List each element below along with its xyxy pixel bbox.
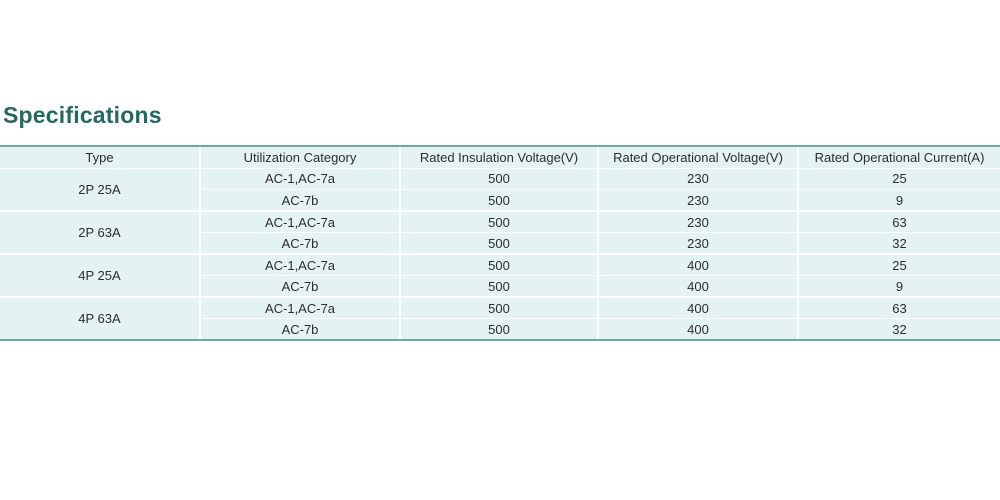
category-cell: AC-7b bbox=[200, 276, 400, 298]
insulation-voltage-cell: 500 bbox=[400, 319, 598, 341]
insulation-voltage-cell: 500 bbox=[400, 254, 598, 276]
header-rated-operational-voltage: Rated Operational Voltage(V) bbox=[598, 146, 798, 168]
operational-voltage-cell: 230 bbox=[598, 190, 798, 212]
table-row bbox=[0, 254, 1000, 276]
operational-voltage-cell: 400 bbox=[598, 297, 798, 319]
table-row bbox=[0, 297, 1000, 319]
header-type: Type bbox=[0, 146, 200, 168]
table-header-row bbox=[0, 146, 1000, 168]
operational-voltage-cell: 400 bbox=[598, 319, 798, 341]
operational-voltage-cell: 230 bbox=[598, 233, 798, 255]
operational-current-cell: 25 bbox=[798, 254, 1000, 276]
type-cell: 2P 25A bbox=[0, 168, 200, 211]
operational-current-cell: 32 bbox=[798, 319, 1000, 341]
category-cell: AC-1,AC-7a bbox=[200, 211, 400, 233]
category-cell: AC-1,AC-7a bbox=[200, 297, 400, 319]
page-title: Specifications bbox=[3, 102, 162, 128]
header-utilization-category: Utilization Category bbox=[200, 146, 400, 168]
operational-voltage-cell: 230 bbox=[598, 211, 798, 233]
category-cell: AC-1,AC-7a bbox=[200, 254, 400, 276]
operational-current-cell: 32 bbox=[798, 233, 1000, 255]
category-cell: AC-1,AC-7a bbox=[200, 168, 400, 190]
insulation-voltage-cell: 500 bbox=[400, 276, 598, 298]
insulation-voltage-cell: 500 bbox=[400, 297, 598, 319]
insulation-voltage-cell: 500 bbox=[400, 190, 598, 212]
category-cell: AC-7b bbox=[200, 190, 400, 212]
table-row bbox=[0, 211, 1000, 233]
operational-current-cell: 9 bbox=[798, 276, 1000, 298]
operational-current-cell: 9 bbox=[798, 190, 1000, 212]
header-rated-operational-current: Rated Operational Current(A) bbox=[798, 146, 1000, 168]
operational-current-cell: 63 bbox=[798, 297, 1000, 319]
specifications-table bbox=[0, 145, 1000, 341]
operational-current-cell: 63 bbox=[798, 211, 1000, 233]
operational-voltage-cell: 230 bbox=[598, 168, 798, 190]
operational-voltage-cell: 400 bbox=[598, 276, 798, 298]
type-cell: 2P 63A bbox=[0, 211, 200, 254]
category-cell: AC-7b bbox=[200, 319, 400, 341]
table-row bbox=[0, 168, 1000, 190]
insulation-voltage-cell: 500 bbox=[400, 233, 598, 255]
type-cell: 4P 25A bbox=[0, 254, 200, 297]
operational-current-cell: 25 bbox=[798, 168, 1000, 190]
type-cell: 4P 63A bbox=[0, 297, 200, 340]
header-rated-insulation-voltage: Rated Insulation Voltage(V) bbox=[400, 146, 598, 168]
operational-voltage-cell: 400 bbox=[598, 254, 798, 276]
insulation-voltage-cell: 500 bbox=[400, 211, 598, 233]
category-cell: AC-7b bbox=[200, 233, 400, 255]
insulation-voltage-cell: 500 bbox=[400, 168, 598, 190]
